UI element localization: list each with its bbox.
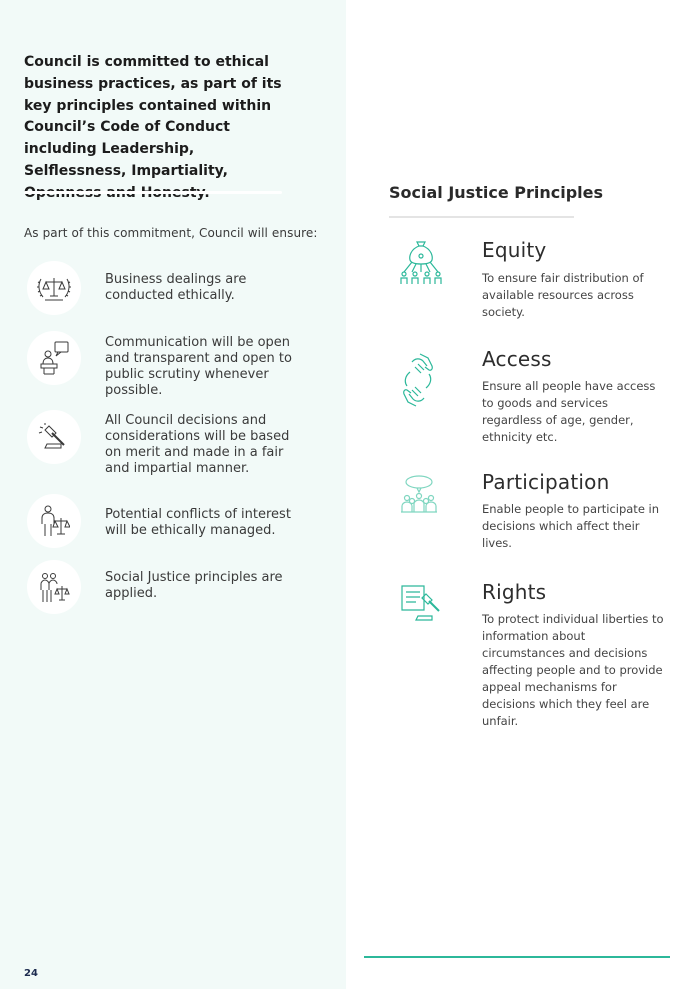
section-heading: Social Justice Principles <box>389 183 604 202</box>
principle-title: Access <box>482 347 552 371</box>
money-bag-distribution-icon <box>398 238 448 294</box>
intro-statement: Council is committed to ethical business practices, as part of its key principles contained within Council’s Code of Conduct including Leadership, Selflessness, Impartiality, <box>24 54 282 179</box>
group-discussion-icon <box>398 474 448 530</box>
gavel-icon <box>27 410 81 464</box>
principle-description: To ensure fair distribution of available resources across society. <box>482 271 644 319</box>
commitment-text: All Council decisions and considerations will be based on merit and made in a fair and impartial manner. <box>105 413 290 476</box>
principle-title: Equity <box>482 238 547 262</box>
commitment-text: Social Justice principles are applied. <box>105 570 283 601</box>
principle-description: Enable people to participate in decisions which affect their lives. <box>482 502 660 550</box>
page-number: 24 <box>24 968 38 979</box>
commitment-text: Business dealings are conducted ethically. <box>105 272 247 303</box>
speaker-podium-icon <box>27 331 81 385</box>
helping-hands-icon <box>398 352 448 408</box>
scales-wreath-icon <box>27 261 81 315</box>
commitment-text: Communication will be open and transparent and open to public scrutiny whenever possible. <box>105 335 292 398</box>
footer-rule <box>364 956 670 958</box>
section-divider <box>389 216 574 218</box>
intro-divider <box>24 191 282 194</box>
commitment-text: Potential conflicts of interest will be ethically managed. <box>105 507 291 538</box>
principle-description: Ensure all people have access to goods and services regardless of age, gender, ethnicity etc. <box>482 379 656 444</box>
principle-title: Participation <box>482 470 610 494</box>
people-scales-icon <box>27 560 81 614</box>
document-gavel-icon <box>398 582 448 638</box>
person-scales-icon <box>27 494 81 548</box>
principle-title: Rights <box>482 580 547 604</box>
commitment-lead: As part of this commitment, Council will ensure: <box>24 226 318 240</box>
principle-description: To protect individual liberties to information about circumstances and decisions affecting people and to provide appeal mechanisms for decisions which they feel are unfair. <box>482 612 664 728</box>
